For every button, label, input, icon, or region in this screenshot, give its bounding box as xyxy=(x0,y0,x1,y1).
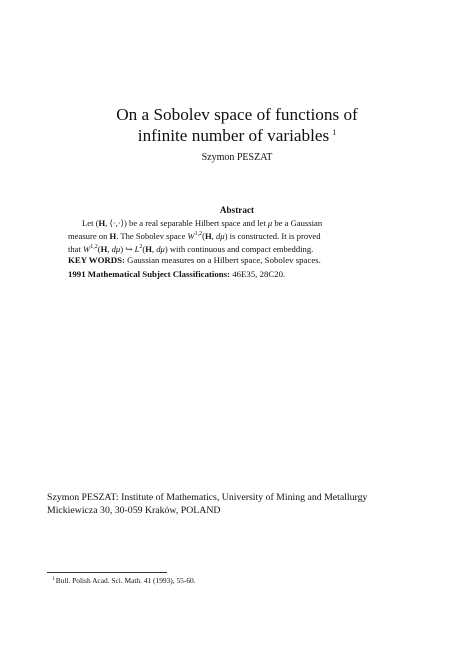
paper-title xyxy=(0,106,474,145)
affiliation-line-1: Szymon PESZAT: Institute of Mathematics, University of Mining and Metallurgy xyxy=(47,492,368,503)
footnote xyxy=(52,576,196,585)
author-affiliation xyxy=(47,491,367,518)
author-name: Szymon PESZAT xyxy=(201,152,273,163)
abstract-line-2: measure on H. The Sobolev space W$^{1,2}$(H, dμ) is constructed. It is proved xyxy=(68,231,321,242)
keywords xyxy=(68,255,321,265)
abstract-body xyxy=(68,218,373,256)
abstract-line-3: that W$^{1,2}$(H, dμ) ↪ $L^2(H$, dμ) with continuous and compact embedding. xyxy=(68,244,314,255)
title-line-2 xyxy=(0,124,474,145)
footnote-mark: 1 xyxy=(52,576,55,582)
footnote-text: Bull. Polish Acad. Sci. Math. 41 (1993), 55-60. xyxy=(55,576,196,585)
keywords-label: KEY WORDS: xyxy=(68,255,125,265)
msc-label: 1991 Mathematical Subject Classifications: xyxy=(68,269,230,279)
affiliation-line-2: Mickiewicza 30, 30-059 Kraków, POLAND xyxy=(47,505,221,517)
title-line-1: On a Sobolev space of functions of xyxy=(116,105,358,124)
msc-text: 46E35, 28C20. xyxy=(232,269,286,279)
subject-classification xyxy=(68,269,285,279)
title-footnote-mark[interactable]: 1 xyxy=(332,128,337,137)
footnote-rule xyxy=(47,572,167,573)
abstract-heading: Abstract xyxy=(219,205,255,215)
abstract-line-1: Let (H, ⟨·,·⟩) be a real separable Hilbert space and let μ be a Gaussian xyxy=(82,218,323,228)
title-line-2-text: infinite number of variables xyxy=(137,126,330,145)
keywords-text: Gaussian measures on a Hilbert space, Sobolev spaces. xyxy=(127,255,321,265)
